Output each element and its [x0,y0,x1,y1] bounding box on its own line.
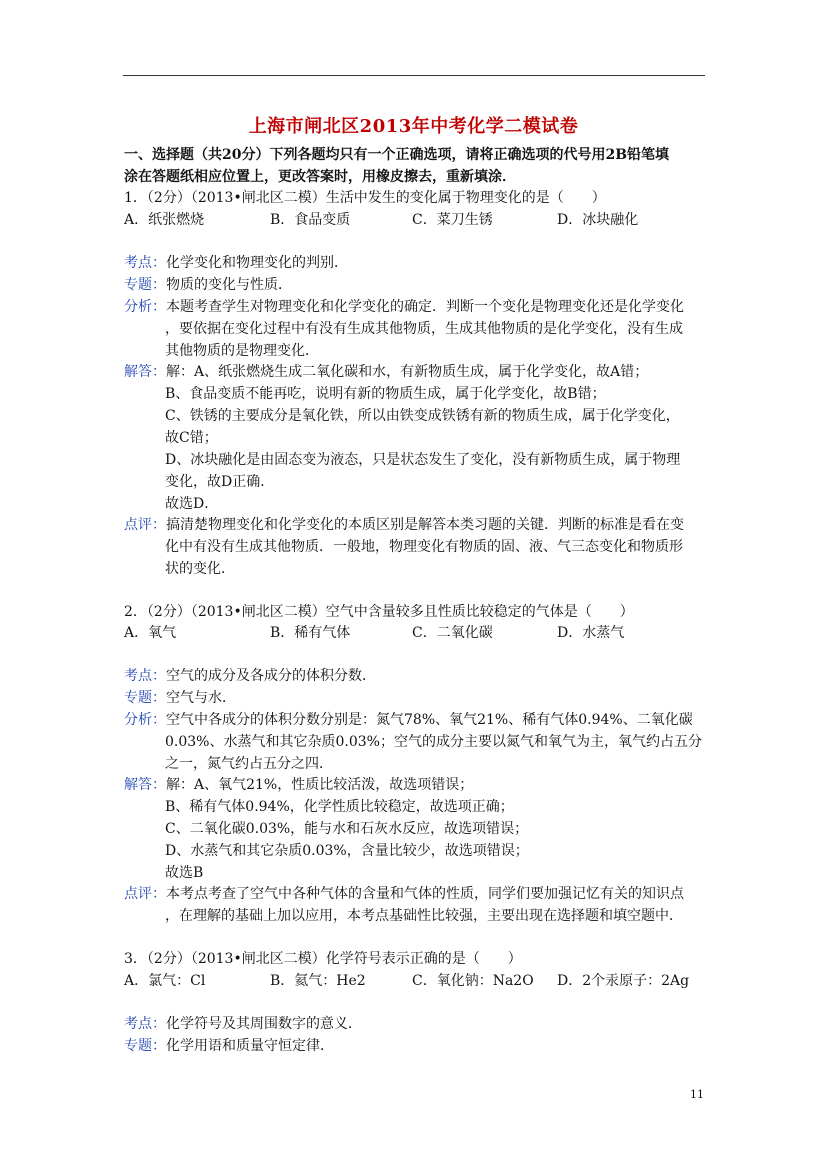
dianping-text: 本考点考查了空气中各种气体的含量和气体的性质，同学们要加强记忆有关的知识点 [166,886,684,902]
q1-jieda-line5: D、冰块融化是由固态变为液态，只是状态发生了变化，没有新物质生成，属于物理 [165,452,681,468]
jieda-label: 解答： [124,364,166,380]
q3-zhuanti [124,1036,334,1056]
q1-fenxi-line3: 其他物质的是物理变化． [165,343,319,359]
q2-jieda-line2: B、稀有气体0.94%，化学性质比较稳定，故选项正确； [165,799,514,815]
q2-fenxi-line2: 0.03%、水蒸气和其它杂质0.03%；空气的成分主要以氮气和氧气为主，氧气约占五分 [165,734,702,750]
dianping-label: 点评： [124,886,166,902]
q1-fenxi [124,297,684,317]
q2-fenxi [124,710,693,730]
jieda-text: 解：A、氧气21%，性质比较活泼，故选项错误； [166,777,474,793]
q2-fenxi-line3: 之一，氮气约占五分之四． [165,756,333,772]
q3-option-d: D．2个汞原子：2Ag [557,973,690,989]
q3-kaodian [124,1014,362,1034]
fenxi-label: 分析： [124,299,166,315]
kaodian-text: 化学符号及其周围数字的意义． [166,1016,362,1032]
q3-option-c: C．氧化钠：Na2O [412,973,534,989]
q3-option-a: A．氯气：Cl [124,973,206,989]
q1-kaodian [124,253,348,273]
q1-dianping-line2: 化中有没有生成其他物质．一般地，物理变化有物质的固、液、气三态变化和物质形 [165,539,683,555]
q2-kaodian [124,666,376,686]
fenxi-text: 本题考查学生对物理变化和化学变化的确定．判断一个变化是物理变化还是化学变化 [166,299,684,315]
q1-fenxi-line2: ，要依据在变化过程中有没有生成其他物质，生成其他物质的是化学变化，没有生成 [165,321,683,337]
q1-jieda-line3: C、铁锈的主要成分是氧化铁，所以由铁变成铁锈有新的物质生成，属于化学变化， [165,408,680,424]
header-rule [123,75,705,76]
q1-option-a: A．纸张燃烧 [124,212,205,228]
zhuanti-text: 空气与水． [166,690,236,706]
q1-jieda-line6: 变化，故D正确． [165,474,275,490]
q1-jieda-line2: B、食品变质不能再吃，说明有新的物质生成，属于化学变化，故B错； [165,386,606,402]
q2-jieda-line5: 故选B [165,865,204,881]
kaodian-label: 考点： [124,1016,166,1032]
q1-jieda [124,362,648,382]
q1-zhuanti [124,275,292,295]
q2-jieda [124,775,473,795]
q1-option-d: D．冰块融化 [557,212,639,228]
zhuanti-text: 物质的变化与性质． [166,277,292,293]
document-title: 上海市闸北区2013年中考化学二模试卷 [248,116,579,137]
q3-stem: 3．（2分）（2013•闸北区二模）化学符号表示正确的是（ ） [124,951,522,967]
fenxi-label: 分析： [124,712,166,728]
jieda-label: 解答： [124,777,166,793]
q2-jieda-line4: D、水蒸气和其它杂质0.03%，含量比较少，故选项错误； [165,843,529,859]
dianping-label: 点评： [124,517,166,533]
q1-dianping-line3: 状的变化． [165,561,235,577]
fenxi-text: 空气中各成分的体积分数分别是：氮气78%、氧气21%、稀有气体0.94%、二氧化碳 [166,712,693,728]
kaodian-label: 考点： [124,668,166,684]
q1-jieda-line4: 故C错； [165,430,218,446]
q1-stem: 1．（2分）（2013•闸北区二模）生活中发生的变化属于物理变化的是（ ） [124,190,606,206]
section-heading-line2: 涂在答题纸相应位置上，更改答案时，用橡皮擦去，重新填涂． [124,169,516,185]
page-number: 11 [690,1088,704,1101]
zhuanti-label: 专题： [124,277,166,293]
kaodian-text: 空气的成分及各成分的体积分数． [166,668,376,684]
q2-option-c: C．二氧化碳 [412,625,493,641]
section-heading-line1: 一、选择题（共20分）下列各题均只有一个正确选项，请将正确选项的代号用2B铅笔填 [124,147,670,163]
q1-jieda-line7: 故选D． [165,496,219,512]
q2-option-a: A．氧气 [124,625,177,641]
dianping-text: 搞清楚物理变化和化学变化的本质区别是解答本类习题的关键．判断的标准是看在变 [166,517,684,533]
q2-zhuanti [124,688,236,708]
q2-jieda-line3: C、二氧化碳0.03%，能与水和石灰水反应，故选项错误； [165,821,529,837]
q2-dianping [124,884,684,904]
q2-stem: 2．（2分）（2013•闸北区二模）空气中含量较多且性质比较稳定的气体是（ ） [124,604,634,620]
jieda-text: 解：A、纸张燃烧生成二氧化碳和水，有新物质生成，属于化学变化，故A错； [166,364,649,380]
q2-option-b: B．稀有气体 [270,625,351,641]
q3-option-b: B．氦气：He2 [270,973,366,989]
q1-dianping [124,515,684,535]
zhuanti-text: 化学用语和质量守恒定律． [166,1038,334,1054]
zhuanti-label: 专题： [124,1038,166,1054]
kaodian-text: 化学变化和物理变化的判别． [166,255,348,271]
q2-dianping-line2: ，在理解的基础上加以应用，本考点基础性比较强，主要出现在选择题和填空题中． [165,908,683,924]
kaodian-label: 考点： [124,255,166,271]
zhuanti-label: 专题： [124,690,166,706]
q1-option-b: B．食品变质 [270,212,351,228]
q1-option-c: C．菜刀生锈 [412,212,493,228]
q2-option-d: D．水蒸气 [557,625,625,641]
